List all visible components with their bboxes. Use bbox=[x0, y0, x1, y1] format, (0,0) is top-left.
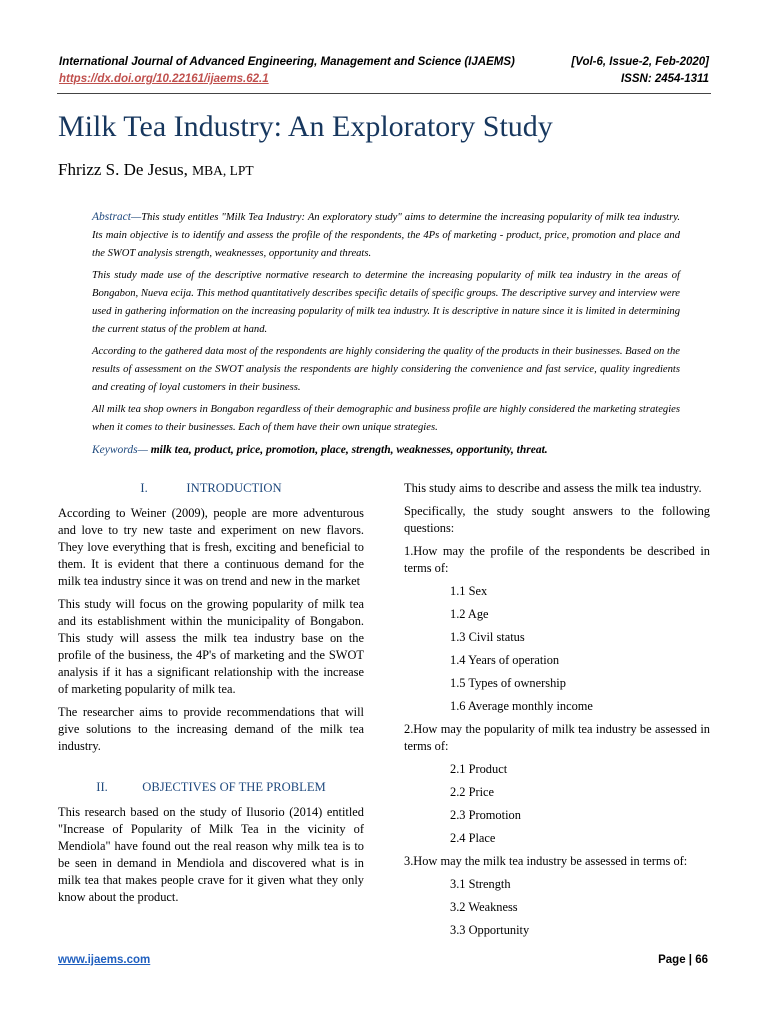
list-item: 1.6 Average monthly income bbox=[450, 699, 593, 713]
question-1: 1.How may the profile of the respondents be described in terms of: bbox=[404, 544, 710, 575]
footer-website-link[interactable]: www.ijaems.com bbox=[58, 954, 151, 966]
keywords-label: Keywords— bbox=[92, 444, 148, 456]
issn: ISSN: 2454-1311 bbox=[620, 73, 709, 85]
paper-title: Milk Tea Industry: An Exploratory Study bbox=[58, 110, 553, 143]
author bbox=[58, 160, 254, 180]
keywords bbox=[92, 441, 680, 459]
page-number: Page | 66 bbox=[658, 954, 708, 966]
abstract bbox=[92, 208, 680, 463]
list-item: 3.3 Opportunity bbox=[450, 923, 530, 937]
body-paragraph: This study aims to describe and assess the milk tea industry. bbox=[404, 481, 702, 495]
left-column bbox=[58, 480, 364, 912]
volume-info: [Vol-6, Issue-2, Feb-2020] bbox=[571, 56, 709, 68]
author-name: Fhrizz S. De Jesus, bbox=[58, 160, 188, 179]
right-column bbox=[404, 480, 710, 945]
header-divider bbox=[57, 93, 711, 94]
list-item: 2.4 Place bbox=[450, 831, 496, 845]
list-item: 2.3 Promotion bbox=[450, 808, 521, 822]
list-item: 1.5 Types of ownership bbox=[450, 676, 566, 690]
list-item: 1.2 Age bbox=[450, 607, 489, 621]
body-paragraph: According to Weiner (2009), people are more adventurous and love to try new taste and experiment on new flavors. They love everything that is fresh, exciting and beneficial to them. It is evident that there a continuous demand for the milk tea industry since it was on trend and new in the market bbox=[58, 506, 364, 588]
abstract-label: Abstract— bbox=[92, 211, 142, 223]
list-item: 3.1 Strength bbox=[450, 877, 511, 891]
list-item: 1.1 Sex bbox=[450, 584, 488, 598]
abstract-paragraph: All milk tea shop owners in Bongabon regardless of their demographic and business profile are highly considered the marketing strategies when it comes to their businesses. Each of them have their own unique strategies. bbox=[92, 404, 680, 433]
list-item: 3.2 Weakness bbox=[450, 900, 518, 914]
abstract-paragraph: According to the gathered data most of the respondents are highly considering the quality of the products in their businesses. Based on the results of assessment on the SWOT analysis the respondents are highly considering the convenience and fast service, quality ingredients and creating of loyal customers in their business. bbox=[92, 346, 680, 393]
abstract-paragraph: Abstract—This study entitles "Milk Tea Industry: An exploratory study" aims to determine the increasing popularity of milk tea industry. Its main objective is to identify and assess the profile of the respondents, the 4Ps of marketing - product, price, promotion and place and the SWOT analysis strength, weaknesses, opportunity and threats. bbox=[92, 211, 680, 259]
body-paragraph: This research based on the study of Ilusorio (2014) entitled "Increase of Popularity of Milk Tea in the vicinity of Mendiola" have found out the real reason why milk tea is to be seen in demand in Mendiola and discovered what is in milk tea that makes people crave for it given what they only know about the product. bbox=[58, 805, 364, 904]
list-item: 2.1 Product bbox=[450, 762, 508, 776]
list-item: 1.3 Civil status bbox=[450, 630, 525, 644]
author-degrees: MBA, LPT bbox=[192, 163, 254, 178]
body-paragraph: The researcher aims to provide recommendations that will give solutions to the increasing demand of the milk tea industry. bbox=[58, 705, 364, 753]
question-2: 2.How may the popularity of milk tea industry be assessed in terms of: bbox=[404, 722, 710, 753]
list-item: 2.2 Price bbox=[450, 785, 495, 799]
section-heading-objectives: II. OBJECTIVES OF THE PROBLEM bbox=[96, 780, 326, 794]
journal-name: International Journal of Advanced Engineering, Management and Science (IJAEMS) bbox=[59, 56, 515, 68]
list-item: 1.4 Years of operation bbox=[450, 653, 560, 667]
abstract-paragraph: This study made use of the descriptive normative research to determine the increasing popularity of milk tea industry in the areas of Bongabon, Nueva ecija. This method quantitatively describes specific details of specific groups. The descriptive survey and interview were used in gathering information on the increasing popularity of milk tea industry. It is descriptive in nature since it is limited in determining the current status of the problem at hand. bbox=[92, 270, 680, 335]
doi-link[interactable]: https://dx.doi.org/10.22161/ijaems.62.1 bbox=[59, 73, 269, 85]
body-paragraph: This study will focus on the growing popularity of milk tea and its establishment within the municipality of Bongabon. This study will assess the milk tea industry base on the profile of the business, the 4P's of marketing and the SWOT analysis if it has a significant relationship with the increase of marketing popularity of milk tea. bbox=[58, 597, 364, 696]
section-heading-introduction: I. INTRODUCTION bbox=[140, 481, 282, 495]
keywords-list: milk tea, product, price, promotion, place, strength, weaknesses, opportunity, threat. bbox=[150, 444, 548, 456]
body-paragraph: Specifically, the study sought answers to the following questions: bbox=[404, 504, 710, 535]
question-3: 3.How may the milk tea industry be assessed in terms of: bbox=[404, 854, 688, 868]
